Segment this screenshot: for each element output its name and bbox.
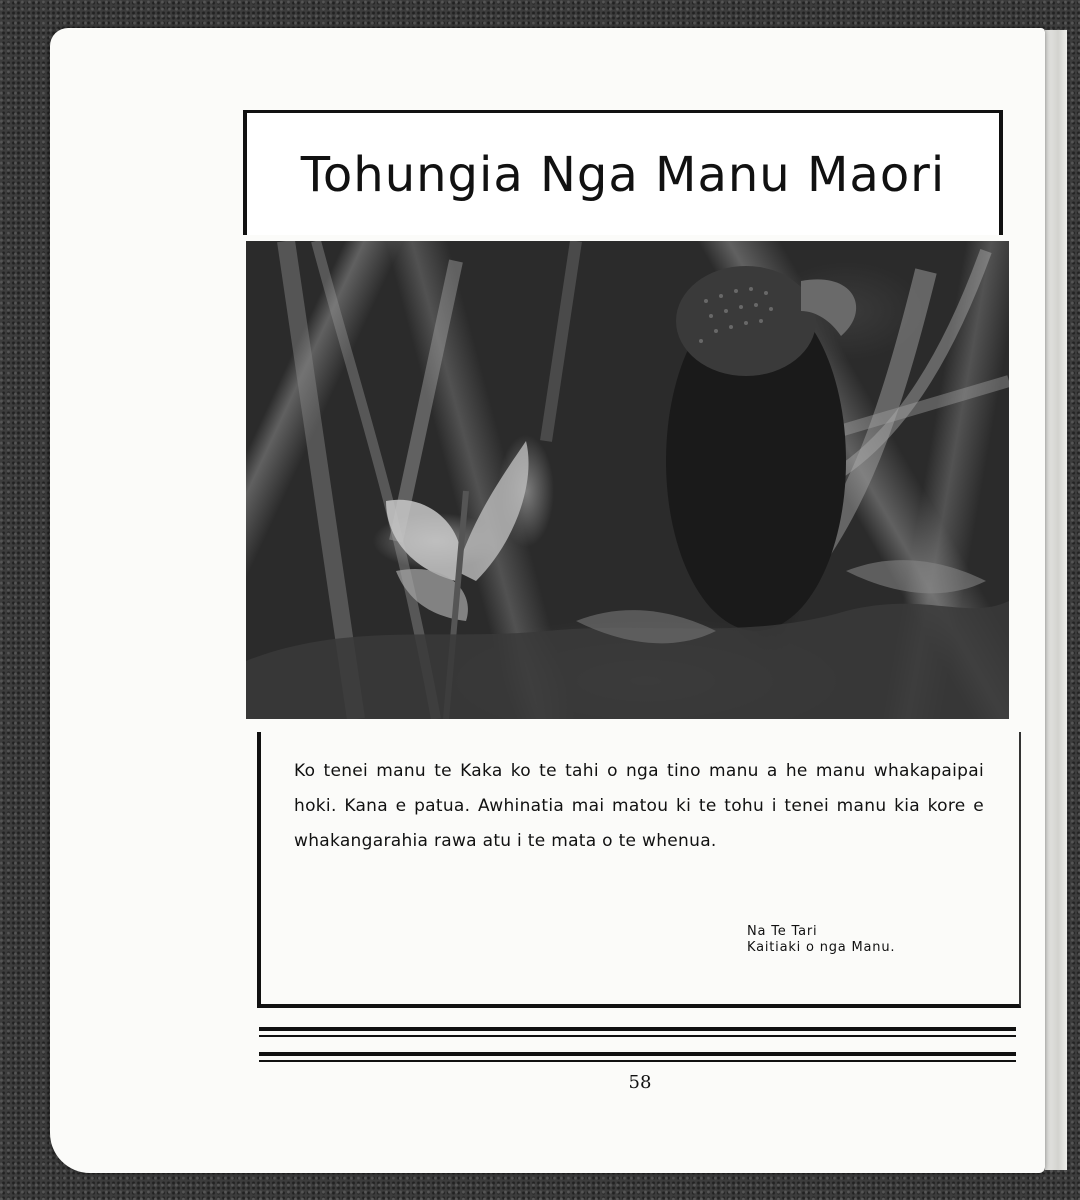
rule-lower-thin: [259, 1060, 1016, 1062]
signature-line-2: Kaitiaki o nga Manu.: [747, 940, 896, 955]
rule-upper-thin: [259, 1035, 1016, 1037]
rule-upper: [259, 1027, 1016, 1031]
photo-illustration: [246, 241, 1009, 719]
signature-block: [747, 924, 895, 956]
facing-page-edge: [1045, 30, 1067, 1170]
body-paragraph: Ko tenei manu te Kaka ko te tahi o nga tino manu a he manu whakapaipai hoki. Kana e patua. Awhinatia mai matou ki te tohu i tenei manu kia kore e whakangarahia rawa atu i te mata o te whenua.: [294, 761, 984, 851]
page-number: 58: [628, 1072, 652, 1093]
page-title: Tohungia Nga Manu Maori: [300, 147, 946, 203]
signature-line-1: Na Te Tari: [747, 924, 818, 939]
rule-lower: [259, 1052, 1016, 1056]
kaka-photo: [246, 241, 1009, 719]
title-box: [243, 110, 1003, 235]
caption-box: [257, 732, 1021, 1008]
